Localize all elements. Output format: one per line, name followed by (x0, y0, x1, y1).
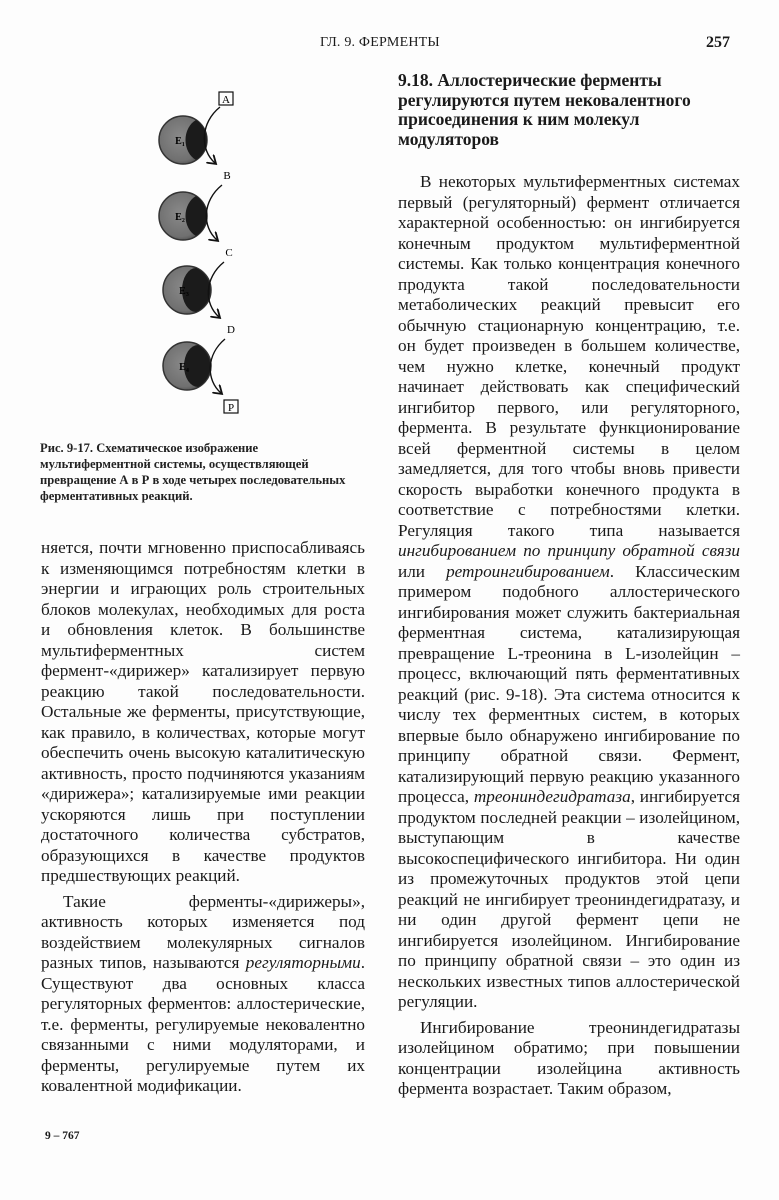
left-column (41, 538, 365, 1097)
metabolite-c-label: C (225, 247, 233, 259)
right-paragraph-1 (398, 172, 740, 1013)
enzyme-e3-label: E₃ (179, 286, 189, 297)
printer-signature: 9 – 767 (45, 1130, 80, 1142)
enzyme-e3 (163, 262, 224, 317)
text-span: . Классическим примером подобного аллостерического ингибирования может служить бактериальная ферментная система, катализирующая превращение L-треонина в L-изолейцин – процесс, включающий пять ферментативных реакций (рис. 9-18). Эта система относится к числу тех ферментных систем, в которых впервые было обнаружено ингибирование по принципу обратной связи. Фермент, катализирующий первую реакцию указанного процесса, (398, 561, 740, 806)
figure-multienzyme-system (130, 85, 260, 425)
term-feedback-inhibition: ингибированием по принципу обратной связи (398, 541, 740, 560)
running-header-chapter: ГЛ. 9. ФЕРМЕНТЫ (320, 35, 440, 50)
enzyme-e4 (163, 339, 225, 393)
metabolite-p-label: P (227, 402, 235, 414)
arrow-b-to-c (206, 185, 222, 240)
text-span: или (398, 561, 447, 581)
left-paragraph-1: няется, почти мгновенно приспосабливаясь к изменяющимся потребностям клетки в энергии и играющих роль строительных блоков молекулах, необходимых для роста и обновления клеток. В большинстве мультиферментных систем фермент-«дирижер» катализирует первую реакцию такой последовательности. Остальные же ферменты, присутствующие, как правило, в количествах, которые могут обеспечить очень высокую каталитическую активность, просто подчиняются указаниям «дирижера»; катализируемые ими реакции ускоряются лишь при поступлении достаточного количества субстратов, образующихся в качестве продуктов предшествующих реакций. (41, 538, 365, 885)
figure-diagram (130, 85, 260, 425)
enzyme-e1-label: E₁ (175, 136, 185, 147)
metabolite-p-box (224, 400, 238, 414)
text-span: В некоторых мультиферментных системах первый (регуляторный) фермент отличается характерной особенностью: он ингибируется конечным продуктом мультиферментной системы. Как только концентрация конечного продукта такой последовательности метаболических реакций превысит его обычную стационарную концентрацию, т.е. он будет произведен в большем количестве, чем нужно клетке, конечный продукт начинает действовать как специфический ингибитор первого, или регуляторного, фермента. В результате функционирование всей ферментной системы в целом замедляется, для того чтобы вновь привести скорость выработки конечного продукта в соответствие с потребностями клетки. Регуляция такого типа называется (398, 172, 740, 540)
term-retroinhibition: ретроингибированием (446, 561, 610, 581)
metabolite-a-box (219, 92, 233, 106)
metabolite-d-label: D (227, 324, 235, 336)
right-paragraph-2: Ингибирование треониндегидратазы изолейцином обратимо; при повышении концентрации изолейцина активность фермента возрастает. Таким образом, (398, 1017, 740, 1098)
page-number: 257 (706, 34, 730, 51)
text-span: . Существуют два основных класса регуляторных ферментов: аллостерические, т.е. ферменты, регулируемые нековалентно связанными с ними модуляторами, и ферменты, регулируемые путем их ковалентной модификации. (41, 953, 365, 1095)
metabolite-b-label: B (223, 170, 231, 182)
term-threonine-dehydratase: треониндегидратаза (473, 787, 631, 806)
arrow-d-to-p (210, 339, 225, 393)
section-title: 9.18. Аллостерические ферменты регулируются путем нековалентного присоединения к ним молекул модуляторов (398, 70, 691, 149)
enzyme-e4-label: E₄ (179, 362, 189, 373)
enzyme-e1 (159, 107, 220, 164)
left-paragraph-2 (41, 892, 365, 1097)
term-regulatory: регуляторными (245, 953, 361, 972)
text-span: , ингибируется продуктом последней реакции – изолейцином, выступающим в качестве высокоспецифического ингибитора. Ни один из промежуточных продуктов этой цепи реакций не ингибирует треониндегидратазу, и ни один другой фермент цепи не ингибируется изолейцином. Ингибирование по принципу обратной связи – это один из нескольких известных типов аллостерической регуляции. (398, 787, 740, 1011)
figure-caption: Рис. 9-17. Схематическое изображение мультиферментной системы, осуществляющей превращение А в Р в ходе четырех последовательных ферментативных реакций. (40, 441, 346, 503)
enzyme-e2-label: E₂ (175, 212, 185, 223)
right-column (398, 172, 740, 1100)
enzyme-e2 (159, 185, 222, 240)
text-span: Такие ферменты-«дирижеры», активность которых изменяется под воздействием молекулярных сигналов разных типов, называются (41, 891, 365, 972)
metabolite-a-label: A (222, 94, 230, 106)
